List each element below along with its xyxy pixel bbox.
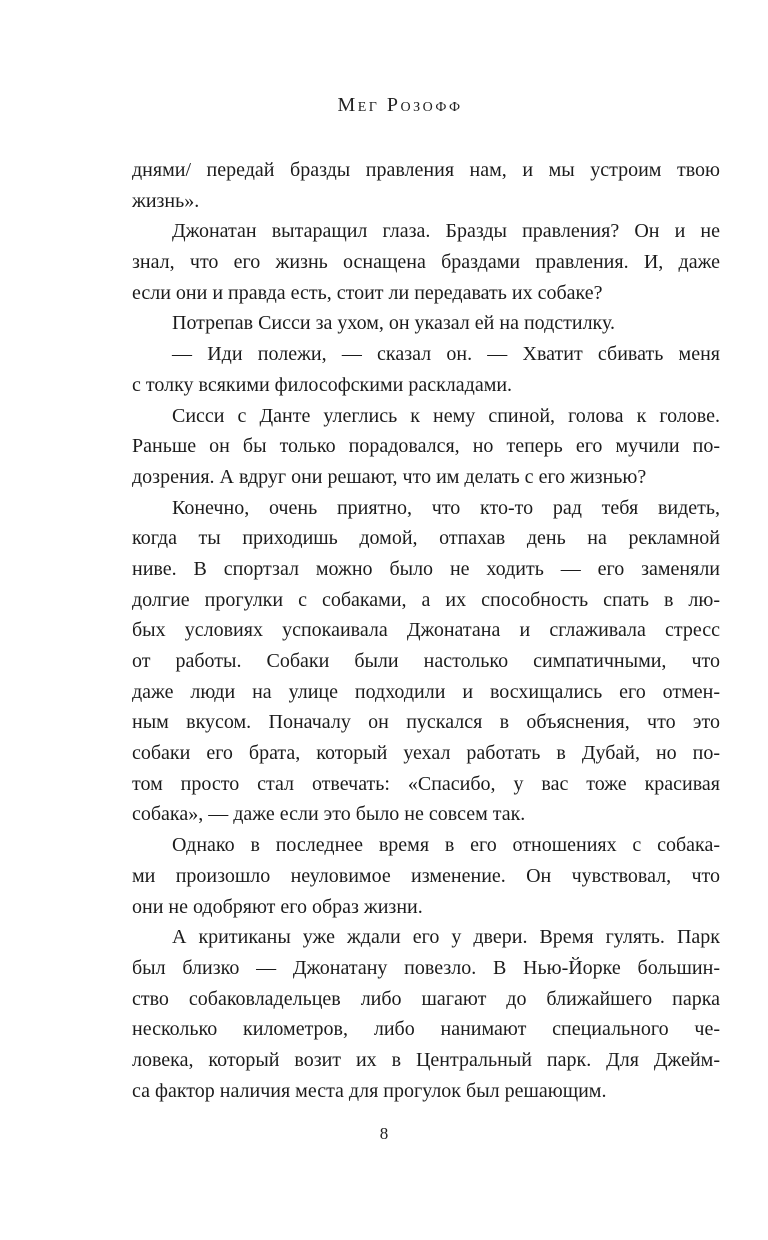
text-line: бых условиях успокаивала Джонатана и сглаживала стресс <box>132 619 720 642</box>
text-line: ным вкусом. Поначалу он пускался в объяснения, что это <box>132 711 720 734</box>
text-line: Раньше он бы только порадовался, но теперь его мучили по- <box>132 435 720 458</box>
text-line: А критиканы уже ждали его у двери. Время гулять. Парк <box>172 926 720 949</box>
text-line: са фактор наличия места для прогулок был решающим. <box>132 1079 607 1102</box>
text-line: Джонатан вытаращил глаза. Бразды правления? Он и не <box>172 220 720 243</box>
text-line: если они и правда есть, стоит ли передавать их собаке? <box>132 281 603 304</box>
text-line: когда ты приходишь домой, отпахав день на рекламной <box>132 527 720 550</box>
running-header-author: Мег Розофф <box>337 94 463 116</box>
text-line: собака», — даже если это было не совсем так. <box>132 803 526 826</box>
text-line: несколько километров, либо нанимают специального че- <box>132 1018 720 1041</box>
text-line: Сисси с Данте улеглись к нему спиной, голова к голове. <box>172 404 720 427</box>
text-line: был близко — Джонатану повезло. В Нью-Йорке большин- <box>132 956 720 979</box>
text-line: ми произошло неуловимое изменение. Он чувствовал, что <box>132 864 720 887</box>
text-line: ниве. В спортзал можно было не ходить — его заменяли <box>132 557 720 580</box>
page-text <box>132 155 720 1106</box>
text-line: — Иди полежи, — сказал он. — Хватит сбивать меня <box>172 343 720 366</box>
text-line: они не одобряют его образ жизни. <box>132 895 423 918</box>
text-line: дозрения. А вдруг они решают, что им делать с его жизнью? <box>132 465 647 488</box>
text-line: знал, что его жизнь оснащена браздами правления. И, даже <box>132 251 720 274</box>
text-line: от работы. Собаки были настолько симпатичными, что <box>132 650 720 672</box>
text-line: долгие прогулки с собаками, а их способность спать в лю- <box>132 588 720 611</box>
text-line: с толку всякими философскими раскладами. <box>132 373 513 396</box>
paragraph <box>132 155 720 216</box>
paragraph <box>132 493 720 831</box>
paragraph <box>132 922 720 1106</box>
text-line: Однако в последнее время в его отношениях с собака- <box>172 834 720 857</box>
paragraph <box>132 401 720 493</box>
paragraph <box>132 830 720 922</box>
text-line: Потрепав Сисси за ухом, он указал ей на подстилку. <box>172 312 615 335</box>
page-number: 8 <box>379 1124 389 1143</box>
text-line: днями/ передай бразды правления нам, и мы устроим твою <box>132 159 720 181</box>
text-line: ловека, который возит их в Центральный парк. Для Джейм- <box>132 1048 720 1071</box>
paragraph <box>132 216 720 308</box>
text-line: даже люди на улице подходили и восхищались его отмен- <box>132 680 720 703</box>
text-line: ство собаковладельцев либо шагают до ближайшего парка <box>132 987 720 1010</box>
text-line: жизнь». <box>132 189 200 212</box>
text-line: Конечно, очень приятно, что кто-то рад тебя видеть, <box>172 496 720 519</box>
text-line: том просто стал отвечать: «Спасибо, у вас тоже красивая <box>132 772 720 795</box>
paragraph <box>132 339 720 400</box>
text-line: собаки его брата, который уехал работать в Дубай, но по- <box>132 742 720 765</box>
paragraph <box>132 308 720 339</box>
